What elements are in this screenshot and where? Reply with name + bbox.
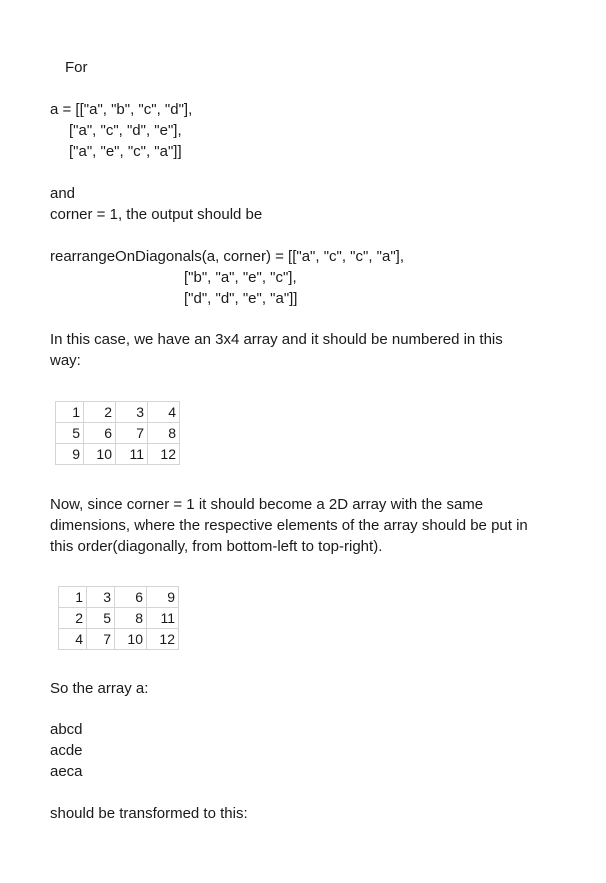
result-line-1: rearrangeOnDiagonals(a, corner) = [["a", "c", "c", "a"], [50,248,404,265]
table-row [56,423,180,444]
table-cell: 4 [59,629,87,650]
array-a-line-2: ["a", "c", "d", "e"], [69,122,182,139]
array-row-3: aeca [50,763,83,780]
table-cell: 10 [84,444,116,465]
table-cell: 9 [56,444,84,465]
table-cell: 7 [116,423,148,444]
and-label: and [50,185,76,202]
corner-line: corner = 1, the output should be [50,206,263,223]
table-cell: 3 [87,587,115,608]
table-row [59,587,179,608]
table-cell: 2 [59,608,87,629]
diagonal-order-table [58,586,179,650]
for-label: For [65,59,88,76]
table-cell: 11 [116,444,148,465]
now-text-line-3: this order(diagonally, from bottom-left to top-right). [50,538,383,555]
table-cell: 2 [84,402,116,423]
table-cell: 8 [115,608,147,629]
table-cell: 5 [87,608,115,629]
table-cell: 1 [56,402,84,423]
table-cell: 8 [148,423,180,444]
array-a-line-3: ["a", "e", "c", "a"]] [69,143,182,160]
table-cell: 12 [147,629,179,650]
table-cell: 4 [148,402,180,423]
result-line-2: ["b", "a", "e", "c"], [184,269,297,286]
table-cell: 6 [115,587,147,608]
case-text-line-1: In this case, we have an 3x4 array and it should be numbered in this [50,331,503,348]
table-row [56,402,180,423]
table-cell: 6 [84,423,116,444]
now-text-line-1: Now, since corner = 1 it should become a 2D array with the same [50,496,484,513]
array-a-line-1: a = [["a", "b", "c", "d"], [50,101,193,118]
result-line-3: ["d", "d", "e", "a"]] [184,290,298,307]
table-cell: 5 [56,423,84,444]
table-cell: 1 [59,587,87,608]
array-row-1: abcd [50,721,83,738]
table-row [56,444,180,465]
case-text-line-2: way: [50,352,81,369]
table-row [59,629,179,650]
array-row-2: acde [50,742,83,759]
table-cell: 11 [147,608,179,629]
table-cell: 10 [115,629,147,650]
table-cell: 3 [116,402,148,423]
numbering-table [55,401,180,465]
table-cell: 7 [87,629,115,650]
table-row [59,608,179,629]
table-cell: 12 [148,444,180,465]
so-text: So the array a: [50,680,149,697]
table-cell: 9 [147,587,179,608]
transform-text: should be transformed to this: [50,805,248,822]
now-text-line-2: dimensions, where the respective elements of the array should be put in [50,517,528,534]
